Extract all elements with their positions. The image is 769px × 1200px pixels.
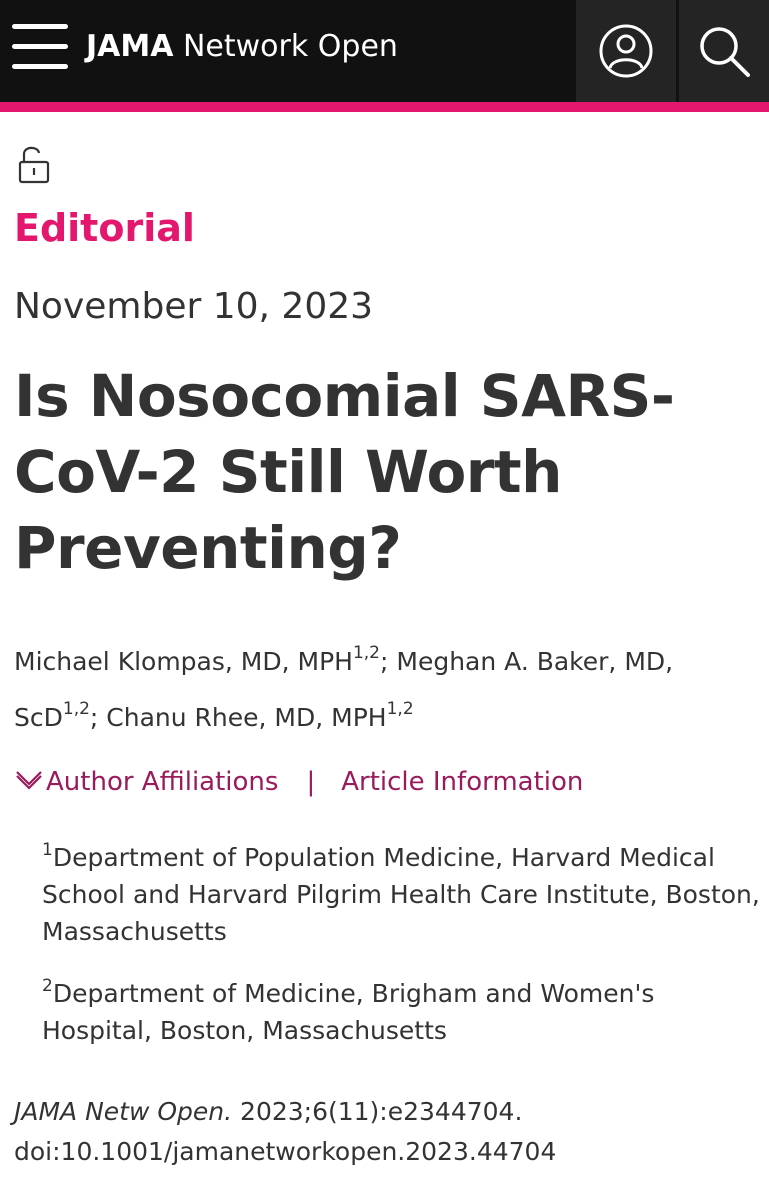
author-separator: ; [380,647,397,676]
citation-journal: JAMA Netw Open. [14,1097,233,1126]
affiliation-text: Department of Medicine, Brigham and Women's Hospital, Boston, Massachusetts [42,979,655,1045]
article-information-link[interactable]: Article Information [341,767,584,797]
affiliation-number: 1 [42,840,53,860]
article-meta-links [14,762,583,802]
brand-bold: JAMA [86,29,174,64]
author-name[interactable]: Michael Klompas, MD, MPH [14,647,353,676]
author-list [14,634,764,746]
author-affiliation-ref: 1,2 [386,699,414,719]
chevron-down-icon [14,771,44,793]
affiliation-item [42,839,762,950]
author-affiliations-toggle[interactable] [14,767,278,797]
publication-date: November 10, 2023 [14,286,374,327]
search-button[interactable] [679,0,769,102]
author-separator: ; [89,703,107,732]
article-type-label: Editorial [14,206,195,250]
citation-reference: 2023;6(11):e2344704. [232,1097,523,1126]
affiliation-text: Department of Population Medicine, Harvard Medical School and Harvard Pilgrim Health Care Institute, Boston, Massachusetts [42,843,760,946]
account-button[interactable] [576,0,676,102]
link-separator: | [306,767,316,797]
top-navigation-bar [0,0,769,102]
article-title: Is Nosocomial SARS-CoV-2 Still Worth Preventing? [14,362,675,582]
author-name[interactable]: Chanu Rhee, MD, MPH [106,703,387,732]
article-citation [14,1092,764,1172]
author-affiliation-ref: 1,2 [352,643,380,663]
hamburger-menu-icon[interactable] [10,22,72,74]
citation-doi[interactable]: doi:10.1001/jamanetworkopen.2023.44704 [14,1137,557,1166]
search-icon [696,23,752,79]
open-lock-icon [14,140,54,188]
author-affiliations-link[interactable]: Author Affiliations [46,767,279,797]
author-name[interactable]: Meghan A. Baker, MD, ScD [14,647,674,732]
author-affiliation-ref: 1,2 [62,699,90,719]
site-logo[interactable] [86,26,398,68]
brand-rest: Network Open [173,29,398,64]
user-account-icon [598,23,654,79]
header-accent-stripe [0,102,769,112]
affiliation-item [42,975,762,1049]
affiliation-number: 2 [42,976,53,996]
